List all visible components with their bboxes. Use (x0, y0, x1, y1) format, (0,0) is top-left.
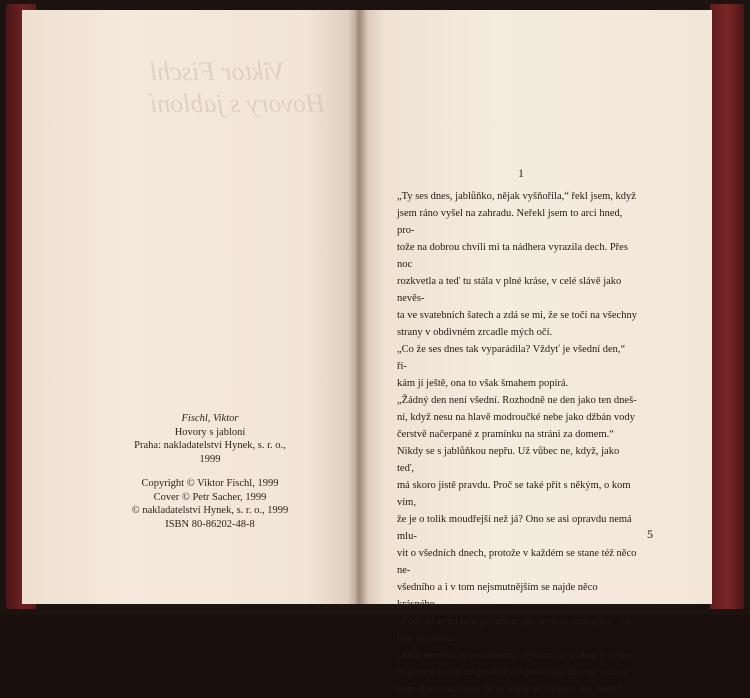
text-line: „Co že ses dnes tak vyparádila? Vždyť je všední den,“ ří- (397, 344, 626, 372)
text-line: jsem ráno vyšel na zahradu. Neřekl jsem to arci hned, pro- (397, 208, 623, 236)
text-line: ní, když nesu na hlavě modroučké nebe jako džbán vody (397, 412, 635, 423)
text-line: že je o tolik moudřejší než já? Ono se asi opravdu nemá mlu- (397, 514, 632, 542)
body-text (397, 188, 637, 698)
text-line: vit o všedních dnech, protože v každém se stane též něco ne- (397, 548, 637, 576)
text-line: všedního a i v tom nejsmutnějším se najde něco krásného. (397, 582, 598, 610)
imprint-author: Fischl, Viktor (181, 413, 239, 424)
imprint-publisher: Praha: nakladatelství Hynek, s. r. o., 1999 (134, 440, 286, 465)
bleed-through-line: Hovory s jabloní (150, 89, 325, 118)
imprint-block (125, 412, 295, 531)
text-line: ta ve svatebních šatech a zdá se mi, že se točí na všechny (397, 310, 637, 321)
chapter-number: 1 (518, 166, 524, 180)
bleed-through-title (150, 56, 330, 120)
text-line: tože na dobrou chvíli mi ta nádhera vyrazila dech. Přes noc (397, 242, 628, 270)
text-line: čerstvě načerpané z pramínku na stráni za domem.“ (397, 429, 614, 440)
imprint-copyright: Copyright © Viktor Fischl, 1999 (141, 478, 279, 489)
text-line: Nikdy se s jablůňkou nepřu. Už vůbec ne, když, jako teď, (397, 446, 620, 474)
imprint-cover-credit: Cover © Petr Sacher, 1999 (153, 491, 267, 503)
text-line: nám stává tak často, že se tomu už žádný z nás nediví. (397, 684, 625, 695)
text-line: „Jako nevěsta ve svatebním,“ vykloní se z okna a vyslo- (397, 650, 634, 661)
text-line: strany v obdivném zrcadle mých očí. (397, 327, 553, 338)
text-line: „Podívej se na naši jablůňku, jak se dnes vystrojila,“ vo- (397, 616, 635, 627)
text-line: má skoro jistě pravdu. Proč se také přít s někým, o kom vím, (397, 480, 631, 508)
text-line: rozkvetla a teď tu stála v plné kráse, v celé slávě jako nevěs- (397, 276, 622, 304)
imprint-publisher-copyright: © nakladatelství Hynek, s. r. o., 1999 (131, 505, 289, 516)
page-number: 5 (647, 527, 653, 541)
bleed-through-line: Viktor Fischl (150, 57, 285, 86)
text-line: ví přesně to, co mi před chvílí probleskl hlavou, což se (397, 667, 627, 678)
book-cover-right (710, 4, 744, 609)
imprint-title: Hovory s jabloní (174, 426, 246, 438)
text-line: „Ty ses dnes, jablůňko, nějak vyšňořila,“ řekl jsem, když (397, 191, 636, 202)
book-gutter (348, 10, 368, 604)
imprint-isbn: ISBN 80-86202-48-8 (165, 518, 255, 530)
text-line: kám jí ještě, ona to však šmahem popírá. (397, 378, 569, 389)
text-line: „Žádný den není všední. Rozhodně ne den jako ten dneš- (397, 395, 637, 406)
text-line: lám na Olinu. (397, 633, 455, 644)
